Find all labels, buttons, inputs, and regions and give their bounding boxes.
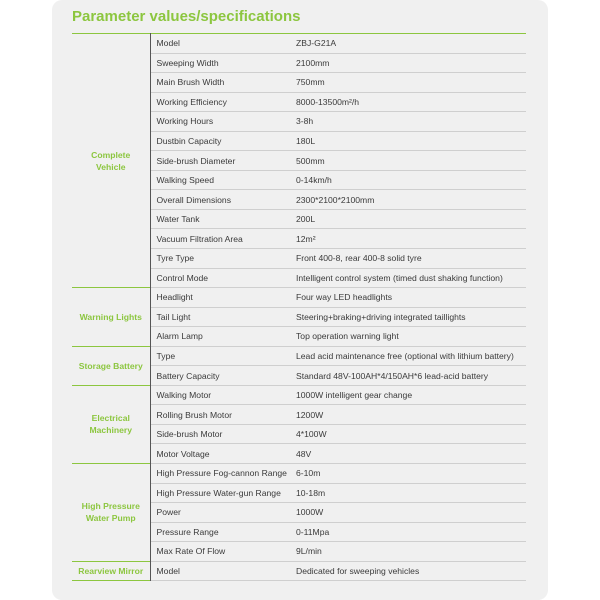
parameter-value: Intelligent control system (timed dust shaking function) [290, 268, 526, 288]
parameter-name: Alarm Lamp [150, 327, 290, 347]
parameter-name: Walking Speed [150, 170, 290, 190]
spec-table [72, 33, 526, 581]
parameter-name: Dustbin Capacity [150, 131, 290, 151]
parameter-name: Working Hours [150, 112, 290, 132]
parameter-name: Max Rate Of Flow [150, 542, 290, 562]
parameter-value: 1200W [290, 405, 526, 425]
table-row [72, 561, 526, 581]
parameter-name: Motor Voltage [150, 444, 290, 464]
parameter-value: Dedicated for sweeping vehicles [290, 561, 526, 581]
parameter-value: Front 400-8, rear 400-8 solid tyre [290, 249, 526, 269]
spec-group [72, 34, 526, 288]
parameter-name: Overall Dimensions [150, 190, 290, 210]
parameter-value: 9L/min [290, 542, 526, 562]
category-label: Complete Vehicle [72, 34, 150, 288]
parameter-value: 3-8h [290, 112, 526, 132]
parameter-value: 12m² [290, 229, 526, 249]
table-row [72, 346, 526, 366]
category-label: Storage Battery [72, 346, 150, 385]
parameter-value: 6-10m [290, 464, 526, 484]
parameter-name: High Pressure Water-gun Range [150, 483, 290, 503]
spec-group [72, 464, 526, 562]
parameter-name: Main Brush Width [150, 73, 290, 93]
parameter-value: 1000W intelligent gear change [290, 385, 526, 405]
parameter-name: Side-brush Motor [150, 424, 290, 444]
parameter-name: High Pressure Fog-cannon Range [150, 464, 290, 484]
parameter-name: Model [150, 34, 290, 54]
table-row [72, 34, 526, 54]
parameter-name: Power [150, 503, 290, 523]
category-label: Warning Lights [72, 288, 150, 347]
parameter-value: 750mm [290, 73, 526, 93]
parameter-value: 0-14km/h [290, 170, 526, 190]
parameter-name: Water Tank [150, 209, 290, 229]
parameter-name: Battery Capacity [150, 366, 290, 386]
parameter-name: Pressure Range [150, 522, 290, 542]
parameter-name: Control Mode [150, 268, 290, 288]
table-row [72, 385, 526, 405]
parameter-name: Tail Light [150, 307, 290, 327]
parameter-value: Top operation warning light [290, 327, 526, 347]
parameter-value: 1000W [290, 503, 526, 523]
parameter-value: 2300*2100*2100mm [290, 190, 526, 210]
parameter-value: Standard 48V-100AH*4/150AH*6 lead-acid battery [290, 366, 526, 386]
parameter-value: 180L [290, 131, 526, 151]
parameter-value: Lead acid maintenance free (optional with lithium battery) [290, 346, 526, 366]
parameter-name: Walking Motor [150, 385, 290, 405]
parameter-value: 200L [290, 209, 526, 229]
parameter-name: Sweeping Width [150, 53, 290, 73]
spec-card [52, 0, 548, 600]
parameter-value: 2100mm [290, 53, 526, 73]
parameter-name: Vacuum Filtration Area [150, 229, 290, 249]
parameter-value: 500mm [290, 151, 526, 171]
spec-group [72, 561, 526, 581]
parameter-value: 0-11Mpa [290, 522, 526, 542]
parameter-value: ZBJ-G21A [290, 34, 526, 54]
parameter-name: Headlight [150, 288, 290, 308]
parameter-name: Type [150, 346, 290, 366]
parameter-value: 8000-13500m²/h [290, 92, 526, 112]
parameter-name: Side-brush Diameter [150, 151, 290, 171]
category-label: Electrical Machinery [72, 385, 150, 463]
parameter-name: Working Efficiency [150, 92, 290, 112]
parameter-name: Tyre Type [150, 249, 290, 269]
parameter-value: Steering+braking+driving integrated taillights [290, 307, 526, 327]
parameter-value: 48V [290, 444, 526, 464]
parameter-name: Model [150, 561, 290, 581]
spec-group [72, 385, 526, 463]
category-label: Rearview Mirror [72, 561, 150, 581]
parameter-value: 10-18m [290, 483, 526, 503]
category-label: High Pressure Water Pump [72, 464, 150, 562]
parameter-value: 4*100W [290, 424, 526, 444]
table-row [72, 464, 526, 484]
table-row [72, 288, 526, 308]
page-title: Parameter values/specifications [72, 8, 301, 25]
parameter-value: Four way LED headlights [290, 288, 526, 308]
spec-group [72, 288, 526, 347]
parameter-name: Rolling Brush Motor [150, 405, 290, 425]
spec-group [72, 346, 526, 385]
